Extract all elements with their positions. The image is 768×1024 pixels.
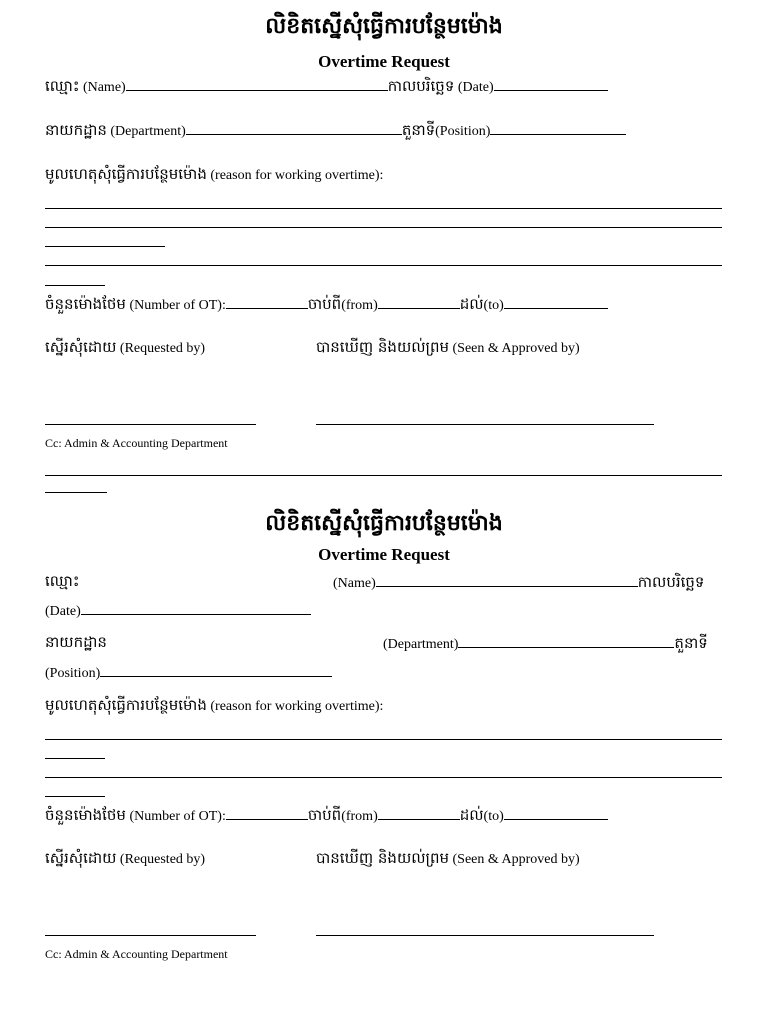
reason-line-3[interactable] [45, 246, 165, 247]
position-label-khmer: តួនាទី [674, 634, 708, 652]
from-field[interactable] [378, 294, 460, 309]
to-field[interactable] [504, 805, 608, 820]
position-field[interactable] [100, 662, 332, 677]
ot-hours-field[interactable] [226, 294, 308, 309]
approved-by-label [316, 338, 580, 360]
form-title-khmer: លិខិតស្នើសុំធ្វើការបន្ថែមម៉ោង [265, 14, 503, 39]
name-label-english: (Name) [333, 576, 376, 591]
form-title-english: Overtime Request [318, 545, 450, 564]
name-label-english: (Name) [82, 80, 126, 95]
name-date-row [45, 76, 608, 99]
department-label-khmer-wrap [45, 633, 107, 655]
department-field[interactable] [186, 120, 402, 135]
name-field[interactable] [126, 76, 388, 91]
requested-label-english: (Requested by) [119, 341, 206, 356]
separator-line-1 [45, 475, 722, 476]
to-label-english: (to) [483, 809, 504, 824]
requested-by-label [45, 849, 205, 871]
department-label-khmer: នាយកដ្ឋាន [45, 633, 107, 651]
ot-label-khmer: ចំនួនម៉ោងថែម [45, 806, 126, 824]
to-label-khmer: ដល់ [459, 295, 484, 313]
ot-label-english: (Number of OT): [129, 298, 226, 313]
department-position-row [45, 120, 626, 143]
requested-signature-line[interactable] [45, 935, 256, 936]
approved-label-khmer: បានឃើញ និងយល់ព្រម [316, 849, 450, 867]
position-row [45, 662, 332, 682]
reason-line-2[interactable] [45, 227, 722, 228]
name-label-khmer: ឈ្មោះ [45, 572, 80, 590]
to-field[interactable] [504, 294, 608, 309]
name-field[interactable] [376, 572, 638, 587]
approved-label-english: (Seen & Approved by) [452, 852, 580, 867]
position-field[interactable] [490, 120, 626, 135]
date-field[interactable] [494, 76, 608, 91]
ot-hours-field[interactable] [226, 805, 308, 820]
reason-line-1[interactable] [45, 739, 722, 740]
ot-label-khmer: ចំនួនម៉ោងថែម [45, 295, 126, 313]
cc-note: Cc: Admin & Accounting Department [45, 947, 228, 961]
reason-row [45, 696, 383, 718]
reason-line-1[interactable] [45, 208, 722, 209]
name-date-row [333, 572, 704, 595]
ot-label-english: (Number of OT): [129, 809, 226, 824]
ot-hours-row [45, 805, 608, 828]
department-label-english: (Department) [383, 637, 459, 652]
approved-label-khmer: បានឃើញ និងយល់ព្រម [316, 338, 450, 356]
date-label-english: (Date) [457, 80, 494, 95]
form-title-english: Overtime Request [318, 52, 450, 71]
from-label-khmer: ចាប់ពី [307, 295, 342, 313]
requested-signature-line[interactable] [45, 424, 256, 425]
reason-label-khmer: មូលហេតុសុំធ្វើការបន្ថែមម៉ោង [45, 165, 207, 183]
name-label-khmer: ឈ្មោះ [45, 77, 80, 95]
requested-label-khmer: ស្នើរសុំដោយ [45, 849, 117, 867]
to-label-english: (to) [483, 298, 504, 313]
reason-line-3[interactable] [45, 777, 722, 778]
department-label-english: (Department) [110, 124, 186, 139]
department-position-row [383, 633, 708, 656]
cc-note: Cc: Admin & Accounting Department [45, 436, 228, 450]
reason-label-khmer: មូលហេតុសុំធ្វើការបន្ថែមម៉ោង [45, 696, 207, 714]
requested-label-khmer: ស្នើរសុំដោយ [45, 338, 117, 356]
reason-row [45, 165, 383, 187]
ot-hours-row [45, 294, 608, 317]
approved-signature-line[interactable] [316, 935, 654, 936]
reason-line-4[interactable] [45, 796, 105, 797]
date-label-khmer: កាលបរិច្ឆេទ [637, 573, 705, 591]
approved-label-english: (Seen & Approved by) [452, 341, 580, 356]
reason-line-4[interactable] [45, 265, 722, 266]
reason-line-2[interactable] [45, 758, 105, 759]
approved-by-label [316, 849, 580, 871]
from-field[interactable] [378, 805, 460, 820]
position-label-english: (Position) [45, 666, 101, 681]
from-label-english: (from) [341, 809, 378, 824]
department-field[interactable] [458, 633, 674, 648]
from-label-english: (from) [341, 298, 378, 313]
date-row [45, 600, 311, 620]
department-label-khmer: នាយកដ្ឋាន [45, 121, 107, 139]
date-label-khmer: កាលបរិច្ឆេទ [387, 77, 455, 95]
reason-label-english: (reason for working overtime): [210, 699, 384, 714]
form-title-khmer: លិខិតស្នើសុំធ្វើការបន្ថែមម៉ោង [265, 511, 503, 536]
requested-by-label [45, 338, 205, 360]
separator-line-2 [45, 492, 107, 493]
date-label-english: (Date) [45, 604, 81, 619]
position-label-english: (Position) [435, 124, 491, 139]
reason-label-english: (reason for working overtime): [210, 168, 384, 183]
reason-line-5[interactable] [45, 285, 105, 286]
date-field[interactable] [81, 600, 311, 615]
name-label-khmer-wrap [45, 572, 79, 594]
to-label-khmer: ដល់ [459, 806, 484, 824]
position-label-khmer: តួនាទី [401, 121, 436, 139]
from-label-khmer: ចាប់ពី [307, 806, 342, 824]
approved-signature-line[interactable] [316, 424, 654, 425]
requested-label-english: (Requested by) [119, 852, 206, 867]
